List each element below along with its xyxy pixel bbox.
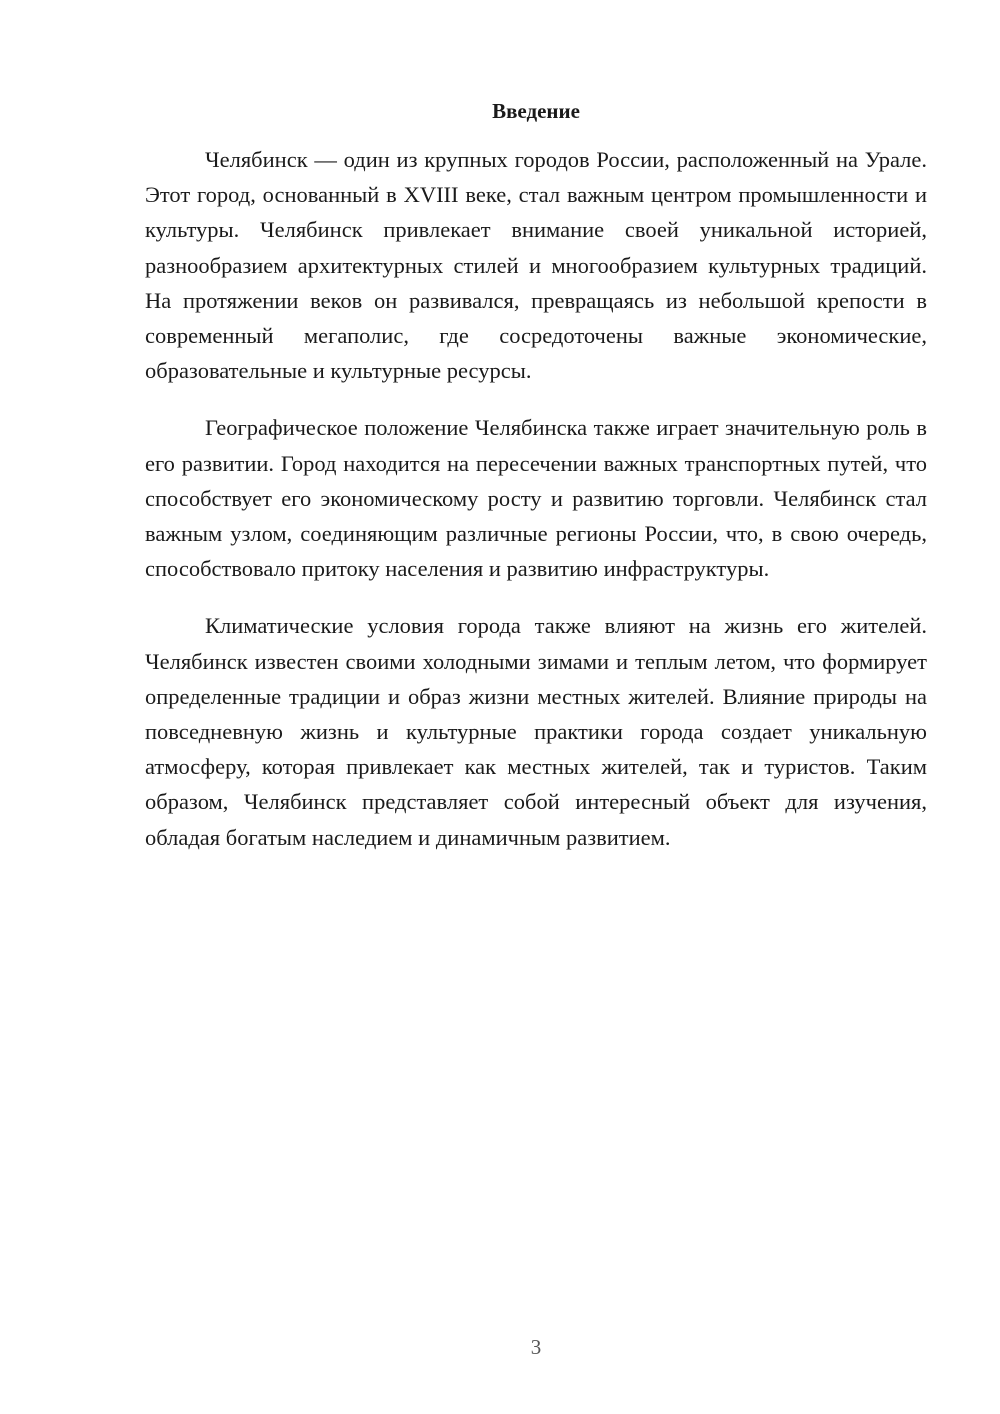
- paragraph-3: Климатические условия города также влияют на жизнь его жителей. Челябинск известен своими холодными зимами и теплым летом, что формирует определенные традиции и образ жизни местных жителей. Влияние природы на повседневную жизнь и культурные практики города создает уникальную атмосферу, которая привлекает как местных жителей, так и туристов. Таким образом, Челябинск представляет собой интересный объект для изучения, обладая богатым наследием и динамичным развитием.: [145, 613, 927, 850]
- paragraph-1: Челябинск — один из крупных городов России, расположенный на Урале. Этот город, основанный в XVIII веке, стал важным центром промышленности и культуры. Челябинск привлекает внимание своей уникальной историей, разнообразием архитектурных стилей и многообразием культурных традиций. На протяжении веков он развивался, превращаясь из небольшой крепости в современный мегаполис, где сосредоточены важные экономические, образовательные и культурные ресурсы.: [145, 147, 927, 384]
- section-heading: Введение: [492, 99, 580, 123]
- body-text: [145, 142, 927, 877]
- page-number: 3: [530, 1335, 542, 1359]
- paragraph-2: Географическое положение Челябинска также играет значительную роль в его развитии. Город находится на пересечении важных транспортных путей, что способствует его экономическому росту и развитию торговли. Челябинск стал важным узлом, соединяющим различные регионы России, что, в свою очередь, способствовало притоку населения и развитию инфраструктуры.: [145, 415, 927, 582]
